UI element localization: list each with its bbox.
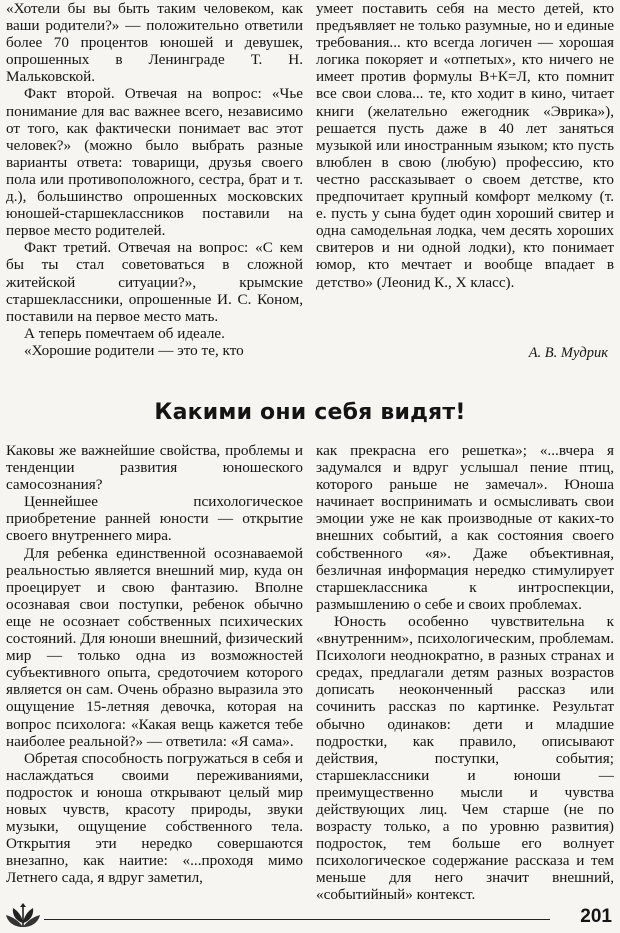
paragraph: как прекрасна его решетка»; «...вчера я задумался и вдруг услышал пение птиц, которого раньше не замечал». Юноша начинает воспринимать и осмысливать свои эмоции уже не как производные от каких-то внешних событий, а как состояния своего собственного «я». Даже объективная, безличная информация нередко стимулирует старшеклассника к интроспекции, размышлению о себе и своих проблемах. (316, 442, 614, 613)
paragraph: Каковы же важнейшие свойства, проблемы и тенденции развития юношеского самосознания? (6, 442, 303, 494)
paragraph: Факт третий. Отвечая на вопрос: «С кем бы ты стал советоваться в сложной житейской ситуации?», крымские старшеклассники, опрошенные И. С. Коном, поставили на первое место мать. (6, 239, 303, 325)
author-signature: А. В. Мудрик (528, 345, 608, 361)
footer-rule (44, 919, 550, 920)
paragraph: Факт второй. Отвечая на вопрос: «Чье понимание для вас важнее всего, независимо от того, как фактически понимает вас этот человек?» (можно было выбрать разные варианты ответа: товарищи, друзья своего пола или противоположного, сестра, брат и т. д.), большинство опрошенных московских юношей-старшеклассников поставили на первое место родителей. (6, 85, 303, 240)
bottom-left-column (6, 442, 303, 886)
bottom-right-column (316, 442, 614, 904)
article-title: Какими они себя видят! (154, 400, 466, 425)
paragraph: «Хорошие родители — это те, кто (24, 341, 244, 359)
paragraph: «Хотели бы вы быть таким человеком, как ваши родители?» — положительно ответили более 70 процентов юношей и девушек, опрошенных в Ленинграде Т. Н. Мальковской. (6, 0, 303, 86)
flower-ornament-icon (4, 903, 42, 929)
paragraph: Обретая способность погружаться в себя и наслаждаться своими переживаниями, подросток и юноша открывают целый мир новых чувств, красоту природы, звуки музыки, ощущение собственного тела. Открытия эти нередко совершаются внезапно, как наитие: «...проходя мимо Летнего сада, я вдруг заметил, (6, 749, 303, 887)
paragraph: Юность особенно чувствительна к «внутренним», психологическим, проблемам. Психологи неоднократно, в разных странах и средах, предлагали детям разных возрастов дописать неоконченный рассказ или сочинить рассказ по картинке. Результат обычно одинаков: дети и младшие подростки, как правило, описывают действия, поступки, события; старшеклассники и юноши — преимущественно мысли и чувства действующих лиц. Чем старше (не по возрасту только, а по уровню развития) подросток, тем больше его волнует психологическое содержание рассказа и тем меньше для него значит внешний, «событийный» контекст. (316, 612, 614, 904)
paragraph: умеет поставить себя на место детей, кто предъявляет не только разумные, но и единые требования... кто всегда логичен — хорошая логика покоряет и «отпетых», кто ничего не имеет против формулы В+К=Л, кто помнит все свои слова... те, кто ходит в кино, читает книги (желательно ежегодник «Эврика»), решается пусть даже в 40 лет заняться музыкой или иностранным языком; кто пусть влюблен в свою (любую) профессию, кто честно рассказывает о своем детстве, кто предпочитает крупный комфорт мелкому (т. е. пусть у сына будет один хороший свитер и одна самодельная лодка, чем десять хороших свитеров и ни одной лодки), кто понимает юмор, кто мечтает и вообще впадает в детство» (Леонид К., X класс). (316, 0, 614, 291)
top-left-column (6, 0, 303, 359)
page-number: 201 (580, 906, 612, 927)
top-right-column (316, 0, 614, 291)
paragraph: Для ребенка единственной осознаваемой реальностью является внешний мир, куда он проецирует и свою фантазию. Вполне осознавая свои поступки, ребенок обычно еще не осознает собственных психических состояний. Для юноши внешний, физический мир — только одна из возможностей субъективного опыта, средоточием которого является он сам. Очень образно выразила это ощущение 15-летняя девочка, которая на вопрос психолога: «Какая вещь кажется тебе наиболее реальной?» — ответила: «Я сама». (6, 544, 303, 750)
paragraph: А теперь помечтаем об идеале. (24, 324, 225, 342)
paragraph: Ценнейшее психологическое приобретение ранней юности — открытие своего внутреннего мира. (6, 493, 303, 545)
